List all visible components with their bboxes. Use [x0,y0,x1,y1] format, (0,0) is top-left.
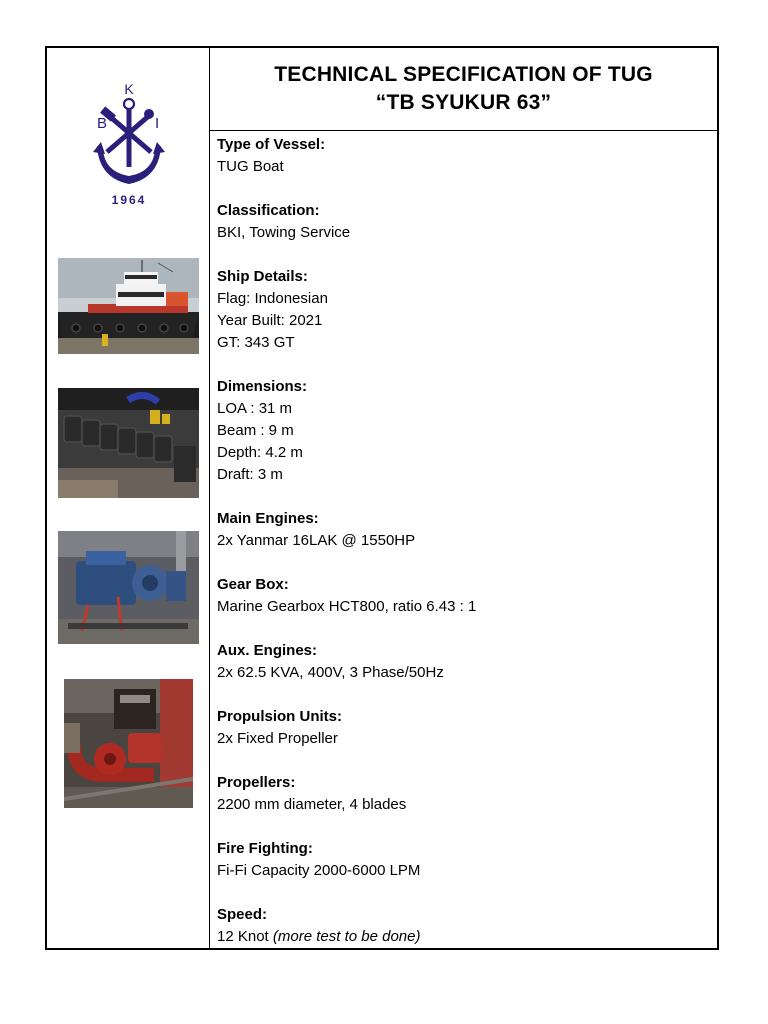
spec-value: Year Built: 2021 [217,312,323,329]
logo-letter-i: I [155,115,160,132]
bki-logo [91,80,167,210]
spec-main-engines [217,508,711,552]
spec-label: Aux. Engines: [217,642,318,659]
spec-gear-box [217,574,711,618]
vessel-name: “TB SYUKUR 63” [375,91,552,114]
logo-letter-k: K [124,81,134,97]
spec-value [217,926,711,948]
spec-label: Speed: [217,906,268,923]
spec-value: Fi-Fi Capacity 2000-6000 LPM [217,862,421,879]
spec-value: GT: 343 GT [217,334,295,351]
spec-label: Type of Vessel: [217,136,326,153]
spec-type-of-vessel [217,134,711,178]
spec-label: Fire Fighting: [217,840,313,857]
main-engine-photo [58,388,199,498]
image-column [47,48,210,948]
spec-propulsion-units [217,706,711,750]
spec-label: Main Engines: [217,510,319,527]
spec-label: Ship Details: [217,268,308,285]
spec-value: Depth: 4.2 m [217,444,303,461]
spec-ship-details [217,266,711,354]
spec-value: BKI, Towing Service [217,224,351,241]
logo-letter-b: B [97,115,108,132]
spec-sheet [45,46,719,950]
speed-note: (more test to be done) [272,928,421,945]
spec-value: Draft: 3 m [217,466,283,483]
spec-label: Propulsion Units: [217,708,342,725]
spec-value: Flag: Indonesian [217,290,328,307]
spec-fire-fighting [217,838,711,882]
spec-dimensions [217,376,711,486]
spec-label: Classification: [217,202,320,219]
page-title: TECHNICAL SPECIFICATION OF TUG [274,63,653,86]
logo-year: 1964 [111,193,147,207]
spec-speed [217,904,711,948]
spec-label: Propellers: [217,774,296,791]
spec-value: 2x Fixed Propeller [217,730,338,747]
spec-label: Gear Box: [217,576,289,593]
gearbox-photo [58,531,199,644]
title-box [210,48,717,131]
spec-aux-engines [217,640,711,684]
spec-value: Marine Gearbox HCT800, ratio 6.43 : 1 [217,598,477,615]
spec-label: Dimensions: [217,378,308,395]
speed-value: 12 Knot [217,928,269,945]
spec-propellers [217,772,711,816]
spec-value: TUG Boat [217,158,284,175]
spec-value: 2x 62.5 KVA, 400V, 3 Phase/50Hz [217,664,444,681]
spec-value: 2x Yanmar 16LAK @ 1550HP [217,532,416,549]
spec-value: 2200 mm diameter, 4 blades [217,796,407,813]
tug-boat-photo [58,258,199,354]
spec-value: LOA : 31 m [217,400,293,417]
spec-value: Beam : 9 m [217,422,294,439]
spec-classification [217,200,711,244]
spec-list [217,134,711,948]
fire-pump-photo [64,679,193,808]
